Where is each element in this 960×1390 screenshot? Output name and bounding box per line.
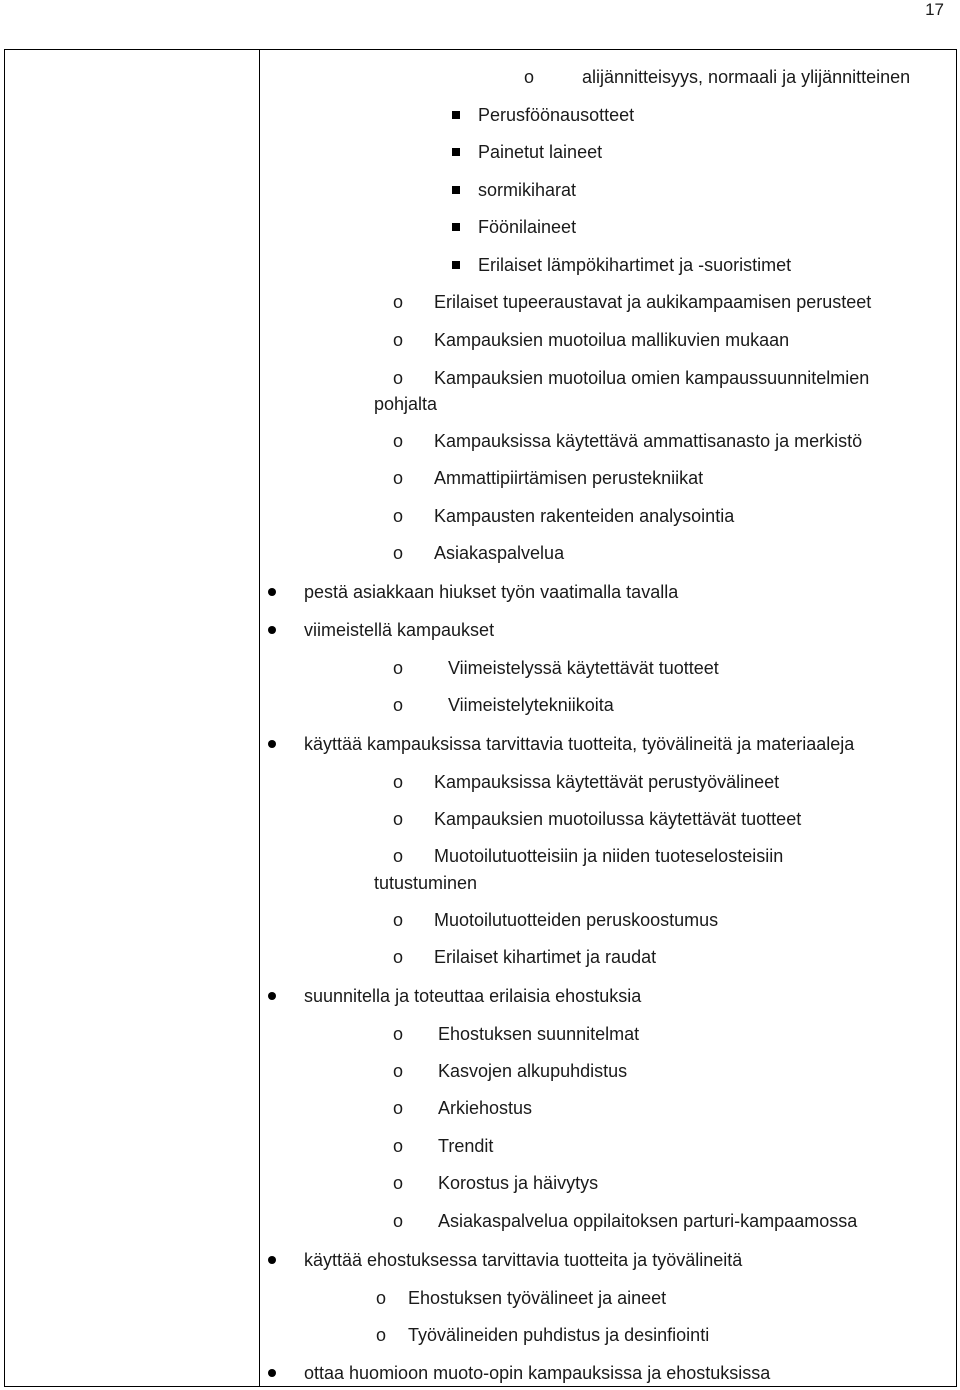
list-marker-square	[452, 148, 460, 156]
list-item-sub: Asiakaspalvelua oppilaitoksen parturi-kampaamossa	[438, 1211, 858, 1231]
list-item-sub: Erilaiset tupeeraustavat ja aukikampaamisen perusteet	[434, 292, 872, 312]
list-marker-circle: o	[392, 1173, 403, 1193]
list-marker-circle: o	[392, 368, 403, 388]
list-marker-circle: o	[392, 772, 403, 792]
list-marker-disc	[268, 740, 276, 748]
list-marker-disc	[268, 1369, 276, 1377]
list-item-main: ottaa huomioon muoto-opin kampauksissa ja ehostuksissa	[304, 1363, 771, 1383]
list-item-sub: Erilaiset lämpökihartimet ja -suoristimet	[478, 255, 792, 275]
list-marker-circle: o	[392, 1024, 403, 1044]
list-item-sub: Kampauksissa käytettävä ammattisanasto ja merkistö	[434, 431, 863, 451]
list-marker-circle: o	[392, 947, 403, 967]
list-item-sub: Föönilaineet	[478, 217, 577, 237]
list-item-sub: Perusföönausotteet	[478, 105, 635, 125]
list-marker-square	[452, 111, 460, 119]
list-item-sub: Viimeistelytekniikoita	[448, 695, 614, 715]
list-marker-circle: o	[392, 506, 403, 526]
list-marker-circle: o	[392, 292, 403, 312]
list-marker-circle: o	[392, 1211, 403, 1231]
list-item-sub: Ehostuksen työvälineet ja aineet	[408, 1288, 667, 1308]
list-marker-circle: o	[375, 1288, 386, 1308]
list-item-main: käyttää ehostuksessa tarvittavia tuotteita ja työvälineitä	[304, 1250, 743, 1270]
list-marker-circle: o	[392, 1061, 403, 1081]
list-item-main: käyttää kampauksissa tarvittavia tuotteita, työvälineitä ja materiaaleja	[304, 734, 855, 754]
list-marker-circle: o	[392, 468, 403, 488]
list-marker-square	[452, 186, 460, 194]
list-item-sub: Ammattipiirtämisen perustekniikat	[434, 468, 704, 488]
list-marker-disc	[268, 626, 276, 634]
list-item-continuation: pohjalta	[374, 394, 438, 414]
list-item-sub: Painetut laineet	[478, 142, 603, 162]
list-marker-square	[452, 261, 460, 269]
list-item-main: suunnitella ja toteuttaa erilaisia ehostuksia	[304, 986, 642, 1006]
list-item-sub: Arkiehostus	[438, 1098, 533, 1118]
page-number: 17	[925, 0, 944, 19]
list-item-sub: Työvälineiden puhdistus ja desinfiointi	[408, 1325, 710, 1345]
list-item-sub: alijännitteisyys, normaali ja ylijännitteinen	[582, 67, 911, 87]
list-item-sub: Trendit	[438, 1136, 494, 1156]
list-marker-circle: o	[392, 846, 403, 866]
list-marker-circle: o	[523, 67, 534, 87]
list-marker-disc	[268, 992, 276, 1000]
list-marker-circle: o	[392, 1098, 403, 1118]
list-item-sub: sormikiharat	[478, 180, 577, 200]
list-marker-circle: o	[392, 330, 403, 350]
list-item-main: pestä asiakkaan hiukset työn vaatimalla tavalla	[304, 582, 679, 602]
list-marker-circle: o	[375, 1325, 386, 1345]
list-marker-circle: o	[392, 1136, 403, 1156]
list-item-sub: Asiakaspalvelua	[434, 543, 565, 563]
list-marker-disc	[268, 1256, 276, 1264]
list-marker-circle: o	[392, 695, 403, 715]
list-item-sub: Muotoilutuotteiden peruskoostumus	[434, 910, 719, 930]
list-item-sub: Kampauksien muotoilua mallikuvien mukaan	[434, 330, 790, 350]
list-marker-circle: o	[392, 910, 403, 930]
list-item-sub: Ehostuksen suunnitelmat	[438, 1024, 640, 1044]
list-marker-circle: o	[392, 543, 403, 563]
list-item-sub: Kampauksien muotoilussa käytettävät tuotteet	[434, 809, 802, 829]
list-item-sub: Kasvojen alkupuhdistus	[438, 1061, 628, 1081]
list-item-main: viimeistellä kampaukset	[304, 620, 495, 640]
list-item-sub: Viimeistelyssä käytettävät tuotteet	[448, 658, 719, 678]
list-item-sub: Kampauksissa käytettävät perustyövälineet	[434, 772, 780, 792]
list-item-sub: Korostus ja häivytys	[438, 1173, 599, 1193]
list-item-continuation: tutustuminen	[374, 873, 478, 893]
list-item-sub: Kampausten rakenteiden analysointia	[434, 506, 735, 526]
list-marker-circle: o	[392, 658, 403, 678]
list-marker-disc	[268, 588, 276, 596]
list-marker-circle: o	[392, 431, 403, 451]
list-item-sub: Kampauksien muotoilua omien kampaussuunnitelmien	[434, 368, 870, 388]
list-marker-square	[452, 223, 460, 231]
list-item-sub: Erilaiset kihartimet ja raudat	[434, 947, 657, 967]
table-column-divider	[259, 49, 260, 1387]
list-marker-circle: o	[392, 809, 403, 829]
list-item-sub: Muotoilutuotteisiin ja niiden tuoteselosteisiin	[434, 846, 784, 866]
